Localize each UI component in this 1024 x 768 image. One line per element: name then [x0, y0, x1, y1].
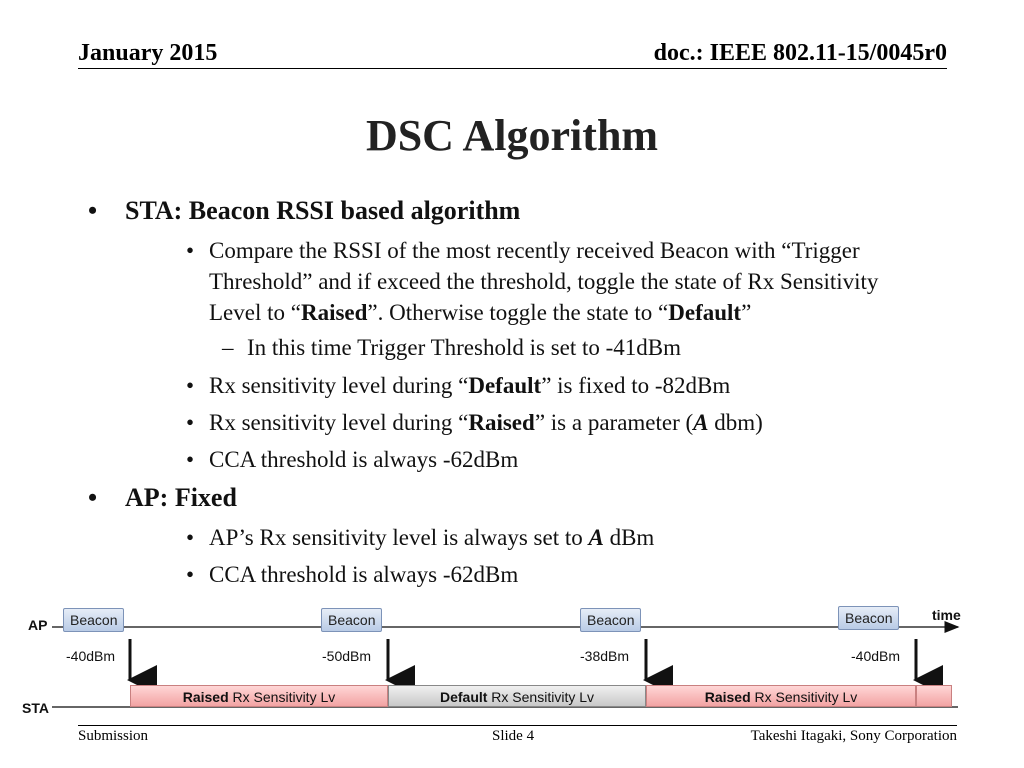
state-segment-raised-3 — [916, 685, 952, 707]
rssi-label-2: -50dBm — [322, 648, 372, 664]
state-segment-default: Default Rx Sensitivity Lv — [388, 685, 646, 707]
slide-title: DSC Algorithm — [365, 111, 659, 160]
bullet-sta-heading: • STA: Beacon RSSI based algorithm — [88, 196, 521, 225]
header-divider — [78, 68, 947, 69]
bullet-ap-level: • AP’s Rx sensitivity level is always set to A dBm — [186, 525, 655, 550]
rssi-label-4: -40dBm — [851, 648, 901, 664]
bullet-default-level: • Rx sensitivity level during “Default” is fixed to -82dBm — [186, 373, 731, 398]
header-doc-id: doc.: IEEE 802.11-15/0045r0 — [653, 40, 947, 66]
bullet-sta-compare: • Compare the RSSI of the most recently received Beacon with “Trigger Threshold” and if exceed the threshold, toggle the state of Rx Sensitivity Level to “Raised”. Otherwise toggle the state to “Default” — [186, 238, 879, 325]
footer-author: Takeshi Itagaki, Sony Corporation — [750, 728, 957, 744]
rssi-label-3: -38dBm — [580, 648, 630, 664]
footer-slide-number: Slide 4 — [492, 728, 535, 744]
state-segment-raised-2: Raised Rx Sensitivity Lv — [646, 685, 916, 707]
state-segment-raised-1: Raised Rx Sensitivity Lv — [130, 685, 388, 707]
sta-label: STA — [22, 700, 49, 716]
ap-label: AP — [28, 617, 48, 633]
bullet-raised-level: • Rx sensitivity level during “Raised” is a parameter (A dbm) — [186, 410, 763, 435]
bullet-dot: • — [88, 196, 98, 225]
beacon-box-3: Beacon — [580, 608, 641, 632]
footer-divider — [78, 725, 957, 726]
time-label: time — [932, 607, 961, 623]
bullet-ap-cca: • CCA threshold is always -62dBm — [186, 562, 519, 587]
header-date: January 2015 — [78, 40, 218, 66]
bullet-ap-heading: • AP: Fixed — [88, 483, 237, 512]
bullet-sta-cca: • CCA threshold is always -62dBm — [186, 447, 519, 472]
rssi-label-1: -40dBm — [66, 648, 116, 664]
beacon-box-4: Beacon — [838, 606, 899, 630]
sub-bullet-trigger: – In this time Trigger Threshold is set to -41dBm — [222, 335, 682, 360]
beacon-box-2: Beacon — [321, 608, 382, 632]
bullet-dot: • — [88, 483, 98, 512]
footer-submission: Submission — [78, 728, 149, 744]
beacon-box-1: Beacon — [63, 608, 124, 632]
